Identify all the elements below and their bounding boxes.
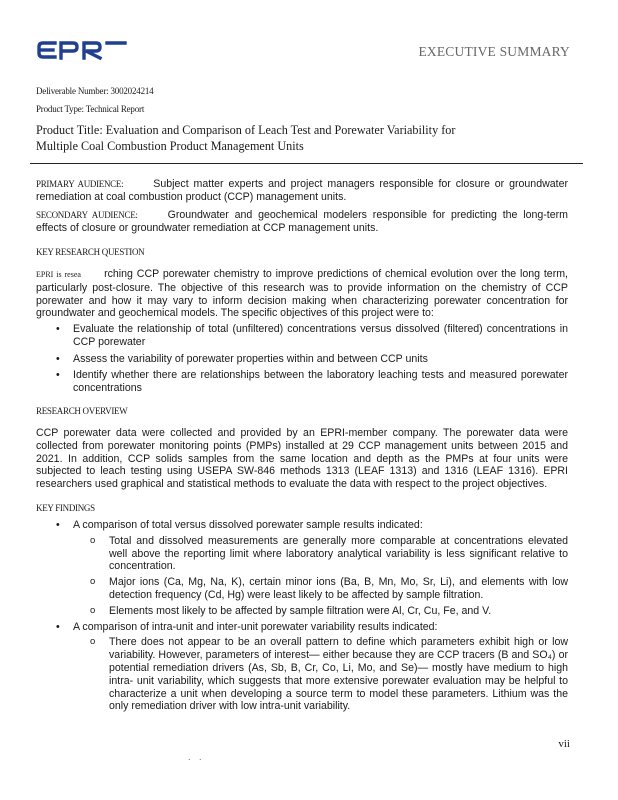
list-item: o Elements most likely to be affected by sample filtration were Al, Cr, Cu, Fe, and V. bbox=[56, 605, 568, 618]
list-item: • Assess the variability of porewater properties within and between CCP units bbox=[56, 353, 568, 366]
header-rule bbox=[30, 163, 583, 164]
deliverable-number: Deliverable Number: 3002024214 bbox=[36, 86, 154, 96]
product-type: Product Type: Technical Report bbox=[36, 104, 145, 114]
primary-audience-label: PRIMARY AUDIENCE: bbox=[36, 179, 124, 189]
secondary-audience-label: SECONDARY AUDIENCE: bbox=[36, 210, 138, 220]
secondary-audience bbox=[36, 209, 568, 235]
page-number: vii bbox=[558, 738, 570, 750]
question-lead: EPRI is resea bbox=[36, 270, 81, 279]
objectives-list bbox=[56, 323, 568, 399]
list-item: o Major ions (Ca, Mg, Na, K), certain minor ions (Ba, B, Mn, Mo, Sr, Li), and elements with low detection frequency (Cd, Hg) were least likely to be affected by sample filtration. bbox=[56, 576, 568, 602]
list-item: • Identify whether there are relationships between the laboratory leaching tests and measured porewater concentrations bbox=[56, 369, 568, 395]
key-research-question-text bbox=[36, 268, 568, 320]
question-body: rching CCP porewater chemistry to improve predictions of chemical evolution over the long term, particularly post-closure. The objective of this research was to provide information on the chemistry of CCP porewater and how it may vary to inform decision making when characterizing porewater concentration for groundwater and geochemical models. The specific objectives of this project were to: bbox=[36, 268, 568, 320]
list-item: • A comparison of intra-unit and inter-unit porewater variability results indicated: bbox=[56, 621, 568, 634]
primary-audience-text: Subject matter experts and project managers responsible for closure or groundwater remediation at coal combustion product (CCP) management units. bbox=[36, 178, 568, 203]
epri-logo bbox=[36, 40, 128, 60]
findings-list bbox=[56, 519, 568, 716]
title-line-1: Product Title: Evaluation and Comparison of Leach Test and Porewater Variability for bbox=[36, 123, 456, 137]
document-type: EXECUTIVE SUMMARY bbox=[418, 44, 570, 59]
product-title bbox=[36, 122, 556, 154]
list-item: • A comparison of total versus dissolved porewater sample results indicated: bbox=[56, 519, 568, 532]
research-overview-heading: RESEARCH OVERVIEW bbox=[36, 406, 128, 416]
footer-dots: . . bbox=[188, 752, 205, 762]
key-research-question-heading: KEY RESEARCH QUESTION bbox=[36, 247, 145, 257]
list-item: o There does not appear to be an overall pattern to define which parameters exhibit high or low variability. However, parameters of interest— either because they are CCP tracers (B and SO₄) or potential remediation drivers (As, Sb, B, Cr, Co, Li, Mo, and Se)— mostly have medium to high intra- unit variability, which suggests that more extensive porewater evaluation may be helpful to characterize a unit when developing a source term to model these parameters. Lithium was the only remediation driver with low intra-unit variability. bbox=[56, 636, 568, 713]
research-overview-text: CCP porewater data were collected and provided by an EPRI-member company. The porewater data were collected from porewater monitoring points (PMPs) installed at 29 CCP management units between 2015 and 2021. In addition, CCP solids samples from the same location and depth as the PMPs at four units were subjected to leach testing using USEPA SW-846 methods 1313 (LEAF 1313) and 1316 (LEAF 1316). EPRI researchers used graphical and statistical methods to evaluate the data with respect to the project objectives. bbox=[36, 427, 568, 491]
list-item: o Total and dissolved measurements are generally more comparable at concentrations elevated well above the reporting limit where laboratory analytical variability is less significant relative to concentration. bbox=[56, 535, 568, 573]
secondary-audience-text: Groundwater and geochemical modelers responsible for predicting the long-term effects of closure or groundwater remediation at CCP management units. bbox=[36, 209, 568, 234]
primary-audience bbox=[36, 178, 568, 204]
title-line-2: Multiple Coal Combustion Product Management Units bbox=[36, 139, 304, 153]
key-findings-heading: KEY FINDINGS bbox=[36, 503, 95, 513]
list-item: • Evaluate the relationship of total (unfiltered) concentrations versus dissolved (filtered) concentrations in CCP porewater bbox=[56, 323, 568, 349]
